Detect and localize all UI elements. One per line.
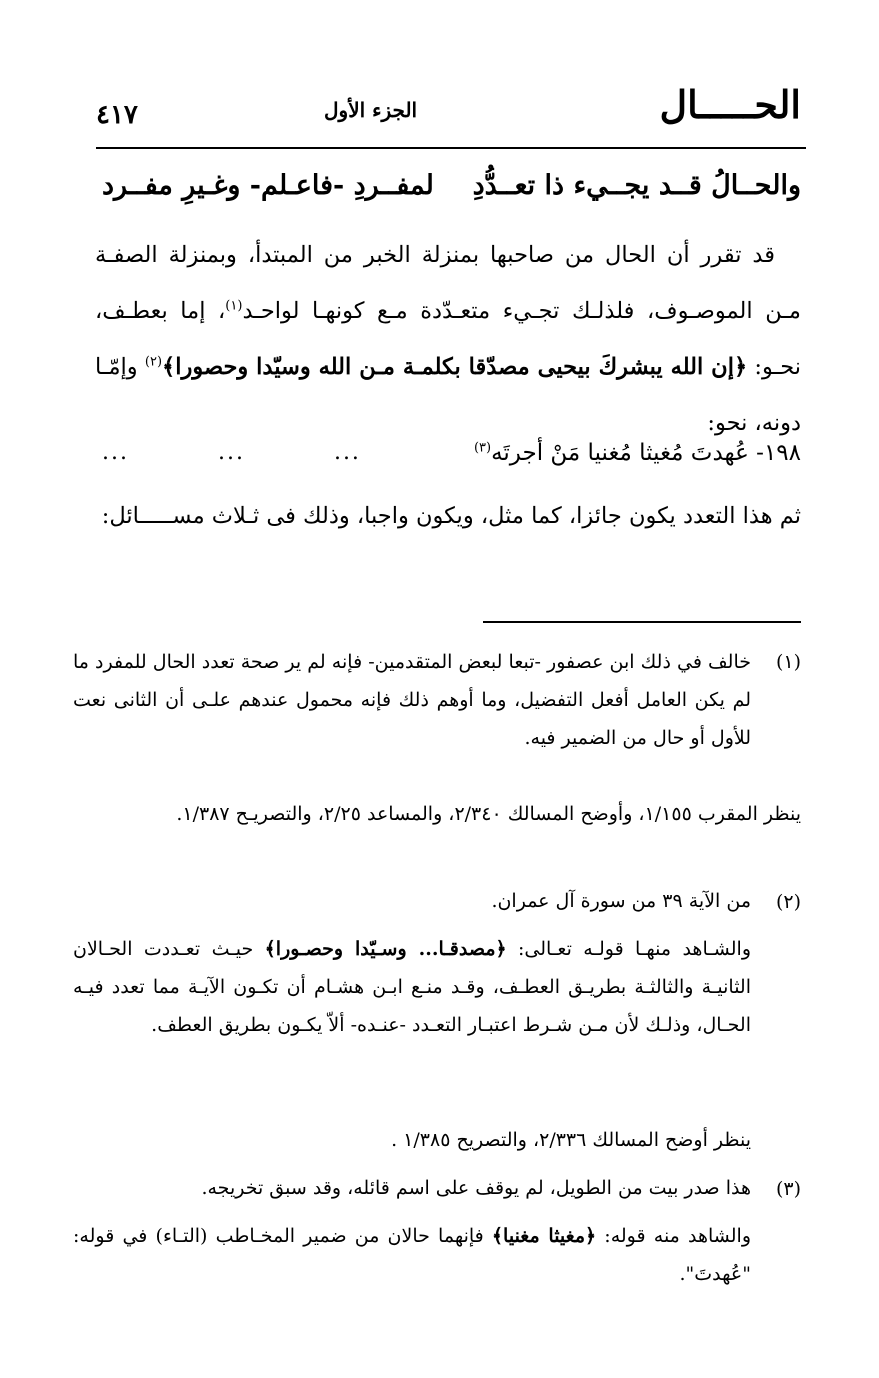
example-verse <box>474 440 801 466</box>
footnote-number-3: (٣) <box>775 1178 801 1200</box>
footnote-1-references: ينظر المقرب ١/١٥٥، وأوضح المسالك ٢/٣٤٠، والمساعد ٢/٢٥، والتصريـح ١/٣٨٧. <box>176 803 801 825</box>
footnote-3-source: هذا صدر بيت من الطويل، لم يوقف على اسم قائله، وقد سبق تخريجه. <box>201 1177 751 1199</box>
footnote-2-source: من الآية ٣٩ من سورة آل عمران. <box>491 890 751 912</box>
para1-text-start: قد تقرر أن الحال من صاحبها بمنزلة الخبر من المبتدأ، وبمنزلة الصفـة مـن الموصـوف، فلذلـك تجـيء متعـدّدة مـع كونهـا لواحـد <box>95 242 801 324</box>
footnote-ref-3: (٣) <box>473 440 492 456</box>
footnote-2-references: ينظر أوضح المسالك ٢/٣٣٦، والتصريح ١/٣٨٥ . <box>391 1129 751 1151</box>
footnote-2-text-end: حيـث تعـددت الحـالان الثانيـة والثالثـة بطريـق العطـف، وقـد منـع ابـن هشـام أن تكـون الآيـة مما تعدد فيـه الحـال، وذلـك لأن مـن شـرط اعتبـار التعـدد -عنـده- ألاّ يكـون بطريق العطف. <box>73 938 751 1036</box>
para2-text: ثم هذا التعدد يكون جائزا، كما مثل، ويكون واجبا، وذلك فى ثـلاث مســـــائل: <box>101 503 801 529</box>
footnote-ref-2: (٢) <box>144 354 163 370</box>
verse-second-hemistich: لمفــردِ -فاعـلم- وغـيرِ مفــرد <box>102 170 434 201</box>
part-label: الجزء الأول <box>324 98 418 122</box>
footnote-number-2: (٢) <box>775 891 801 913</box>
footnote-3-text-end: فإنهما حالان من ضمير المخـاطب (التـاء) في قوله: "عُهدتَ". <box>73 1225 751 1285</box>
footnote-1-text: خالف في ذلك ابن عصفور -تبعا لبعض المتقدمين- فإنه لم ير صحة تعدد الحال للمفرد ما لم يكن العامل أفعل التفضيل، وما أوهم ذلك فإنه محمول عندهم علـى أن الثانى نعت للأول أو حال من الضمير فيه. <box>73 651 751 749</box>
footnote-2-quote: ﴿مصدقـا... وسـيّدا وحصـورا﴾ <box>264 938 507 960</box>
page-number: ٤١٧ <box>96 100 138 130</box>
footnote-2-text-start: والشـاهد منهـا قولـه تعـالى: <box>506 938 752 960</box>
quran-verse: ﴿إن الله يبشركَ بيحيى مصدّقا بكلمـة مـن الله وسيّدا وحصورا﴾ <box>162 354 748 380</box>
footnote-ref-1: (١) <box>225 298 243 314</box>
example-text: ١٩٨- عُهدتَ مُغيثا مُغنيا مَنْ أجرتَه <box>491 440 801 466</box>
footnote-3-text <box>73 1217 751 1293</box>
para1-text-end: وإمّـا دونه، نحو: <box>95 354 801 436</box>
main-paragraph <box>95 227 801 451</box>
para1-text-mid: ، إما بعطـف، نحـو: <box>95 298 802 380</box>
second-paragraph <box>95 487 801 545</box>
footnote-2-text <box>73 930 751 1044</box>
chapter-title: الحـــــال <box>659 82 801 127</box>
footnote-number-1: (١) <box>775 651 801 673</box>
header-rule <box>96 147 806 149</box>
footnote-separator <box>483 621 801 623</box>
example-ellipsis: ... ... ... <box>102 440 361 465</box>
footnote-3-quote: ﴿مغيثا مغنيا﴾ <box>491 1225 597 1247</box>
footnote-3-text-start: والشاهد منه قوله: <box>596 1225 751 1247</box>
verse-first-hemistich: والحــالُ قــد يجــيء ذا تعــدُّدِ <box>472 170 801 201</box>
